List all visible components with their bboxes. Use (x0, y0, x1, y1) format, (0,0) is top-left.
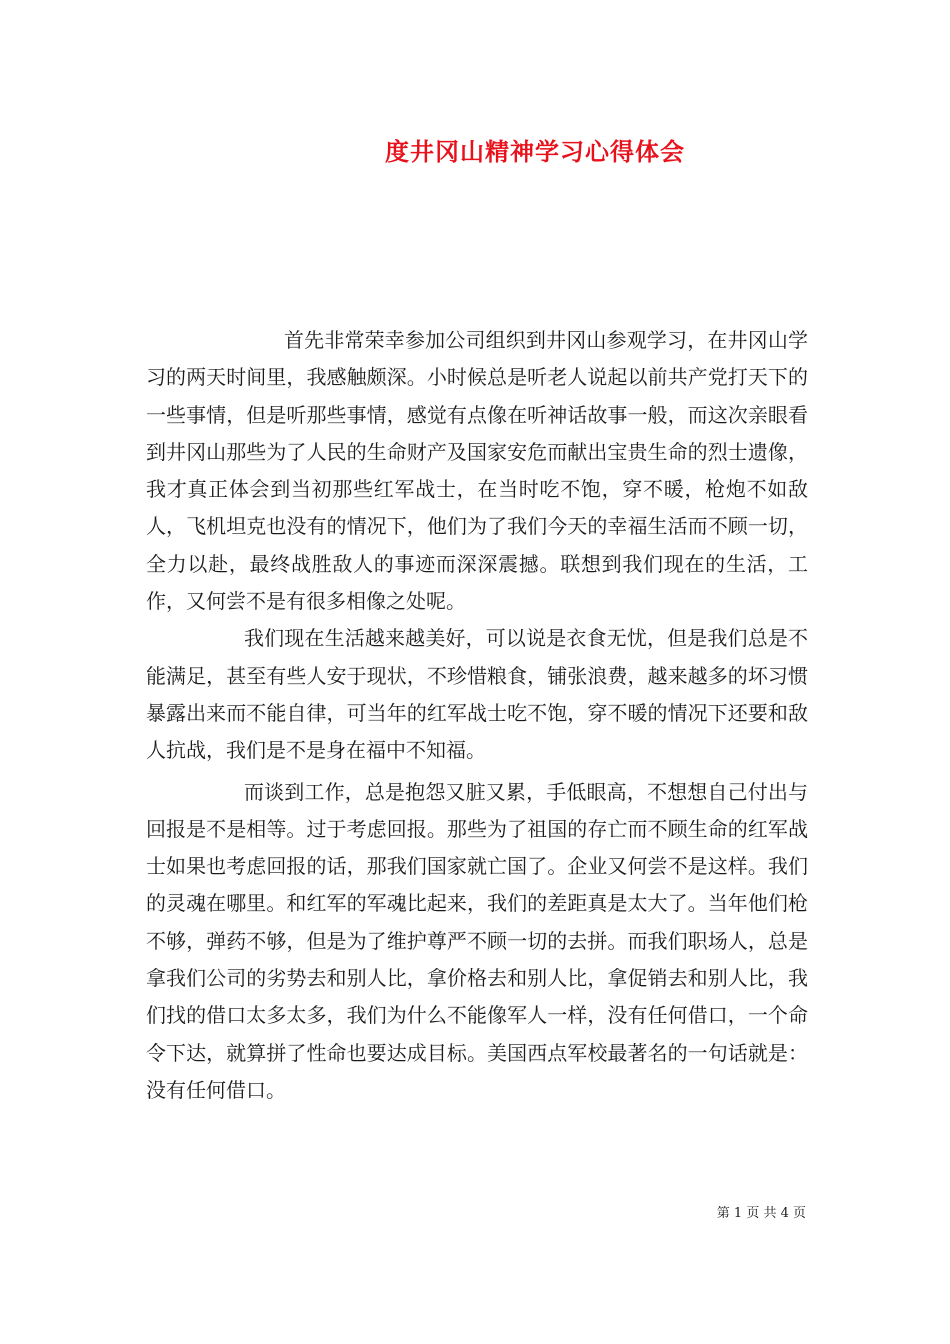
page-number-footer: 第 1 页 共 4 页 (716, 1206, 806, 1221)
document-body (146, 322, 808, 1109)
document-title: 度井冈山精神学习心得体会 (385, 137, 685, 166)
paragraph-3: 而谈到工作，总是抱怨又脏又累，手低眼高，不想想自己付出与回报是不是相等。过于考虑回报。那些为了祖国的存亡而不顾生命的红军战士如果也考虑回报的话，那我们国家就亡国了。企业又何尝不是这样。我们的灵魂在哪里。和红军的军魂比起来，我们的差距真是太大了。当年他们枪不够，弹药不够，但是为了维护尊严不顾一切的去拼。而我们职场人，总是拿我们公司的劣势去和别人比，拿价格去和别人比，拿促销去和别人比，我们找的借口太多太多，我们为什么不能像军人一样，没有任何借口，一个命令下达，就算拼了性命也要达成目标。美国西点军校最著名的一句话就是：没有任何借口。 (146, 779, 808, 1102)
paragraph-1: 首先非常荣幸参加公司组织到井冈山参观学习，在井冈山学习的两天时间里，我感触颇深。小时候总是听老人说起以前共产党打天下的一些事情，但是听那些事情，感觉有点像在听神话故事一般，而这次亲眼看到井冈山那些为了人民的生命财产及国家安危而献出宝贵生命的烈士遗像，我才真正体会到当初那些红军战士，在当时吃不饱，穿不暖，枪炮不如敌人，飞机坦克也没有的情况下，他们为了我们今天的幸福生活而不顾一切，全力以赴，最终战胜敌人的事迹而深深震撼。联想到我们现在的生活，工作，又何尝不是有很多相像之处呢。 (146, 328, 808, 614)
paragraph-2: 我们现在生活越来越美好，可以说是衣食无忧，但是我们总是不能满足，甚至有些人安于现状，不珍惜粮食，铺张浪费，越来越多的坏习惯暴露出来而不能自律，可当年的红军战士吃不饱，穿不暖的情况下还要和敌人抗战，我们是不是身在福中不知福。 (146, 626, 808, 763)
